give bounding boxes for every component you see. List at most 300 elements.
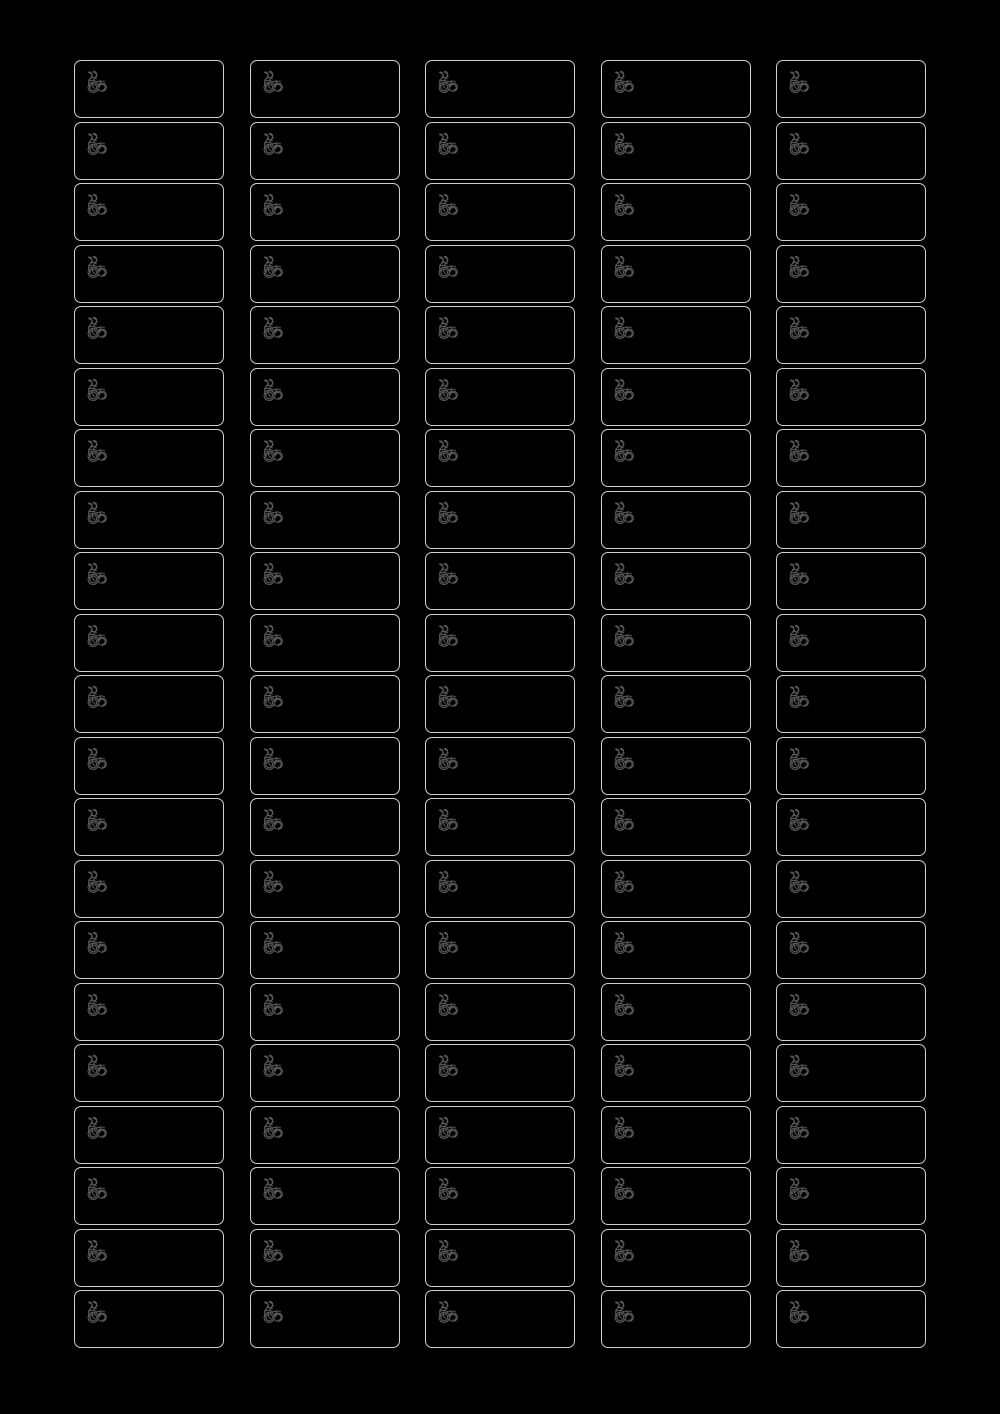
label-cell[interactable] <box>250 122 400 180</box>
label-cell[interactable] <box>776 429 926 487</box>
label-cell[interactable] <box>74 183 224 241</box>
label-text[interactable] <box>468 807 568 849</box>
ornate-monogram-logo-icon <box>785 1052 815 1082</box>
ornate-monogram-logo-icon <box>434 1175 464 1205</box>
label-cell[interactable] <box>776 552 926 610</box>
label-text[interactable] <box>293 131 393 173</box>
label-text[interactable] <box>293 869 393 911</box>
label-text[interactable] <box>117 684 217 726</box>
label-cell[interactable] <box>601 737 751 795</box>
label-text[interactable] <box>117 623 217 665</box>
label-text[interactable] <box>468 869 568 911</box>
label-text[interactable] <box>819 438 919 480</box>
label-text[interactable] <box>468 992 568 1034</box>
ornate-monogram-logo-icon <box>610 1237 640 1267</box>
ornate-monogram-logo-icon <box>83 314 113 344</box>
label-text[interactable] <box>819 561 919 603</box>
label-text[interactable] <box>468 438 568 480</box>
ornate-monogram-logo-icon <box>610 991 640 1021</box>
ornate-monogram-logo-icon <box>434 1298 464 1328</box>
label-cell[interactable] <box>74 860 224 918</box>
label-text[interactable] <box>117 930 217 972</box>
ornate-monogram-logo-icon <box>259 991 289 1021</box>
label-cell[interactable] <box>74 1290 224 1348</box>
label-text[interactable] <box>819 192 919 234</box>
ornate-monogram-logo-icon <box>83 191 113 221</box>
label-text[interactable] <box>819 869 919 911</box>
label-text[interactable] <box>117 1176 217 1218</box>
ornate-monogram-logo-icon <box>610 929 640 959</box>
label-cell[interactable] <box>776 614 926 672</box>
label-text[interactable] <box>819 623 919 665</box>
label-cell[interactable] <box>250 183 400 241</box>
label-text[interactable] <box>644 500 744 542</box>
label-text[interactable] <box>468 1176 568 1218</box>
label-cell[interactable] <box>601 60 751 118</box>
label-cell[interactable] <box>601 1290 751 1348</box>
label-text[interactable] <box>819 1115 919 1157</box>
label-text[interactable] <box>293 1238 393 1280</box>
ornate-monogram-logo-icon <box>259 499 289 529</box>
label-cell[interactable] <box>601 245 751 303</box>
label-text[interactable] <box>468 1238 568 1280</box>
label-text[interactable] <box>468 315 568 357</box>
label-cell[interactable] <box>74 1167 224 1225</box>
label-cell[interactable] <box>601 860 751 918</box>
label-text[interactable] <box>644 1299 744 1341</box>
label-cell[interactable] <box>74 983 224 1041</box>
ornate-monogram-logo-icon <box>259 130 289 160</box>
label-text[interactable] <box>468 1299 568 1341</box>
ornate-monogram-logo-icon <box>610 130 640 160</box>
label-cell[interactable] <box>250 1044 400 1102</box>
label-cell[interactable] <box>776 1229 926 1287</box>
label-cell[interactable] <box>601 1044 751 1102</box>
label-cell[interactable] <box>776 675 926 733</box>
label-cell[interactable] <box>250 737 400 795</box>
label-cell[interactable] <box>776 737 926 795</box>
ornate-monogram-logo-icon <box>83 253 113 283</box>
ornate-monogram-logo-icon <box>83 1114 113 1144</box>
label-text[interactable] <box>293 500 393 542</box>
label-cell[interactable] <box>601 306 751 364</box>
label-text[interactable] <box>468 623 568 665</box>
ornate-monogram-logo-icon <box>83 130 113 160</box>
label-text[interactable] <box>819 1238 919 1280</box>
label-cell[interactable] <box>250 552 400 610</box>
label-cell[interactable] <box>776 368 926 426</box>
label-text[interactable] <box>468 1053 568 1095</box>
label-cell[interactable] <box>425 306 575 364</box>
ornate-monogram-logo-icon <box>259 868 289 898</box>
label-cell[interactable] <box>425 921 575 979</box>
label-cell[interactable] <box>425 368 575 426</box>
label-text[interactable] <box>468 131 568 173</box>
label-text[interactable] <box>117 500 217 542</box>
label-cell[interactable] <box>74 675 224 733</box>
ornate-monogram-logo-icon <box>785 806 815 836</box>
label-text[interactable] <box>117 192 217 234</box>
label-cell[interactable] <box>776 183 926 241</box>
ornate-monogram-logo-icon <box>259 683 289 713</box>
label-text[interactable] <box>644 1115 744 1157</box>
label-cell[interactable] <box>601 614 751 672</box>
label-text[interactable] <box>117 807 217 849</box>
label-cell[interactable] <box>776 798 926 856</box>
label-text[interactable] <box>644 684 744 726</box>
label-cell[interactable] <box>601 1106 751 1164</box>
label-text[interactable] <box>117 1238 217 1280</box>
label-cell[interactable] <box>250 306 400 364</box>
label-cell[interactable] <box>250 983 400 1041</box>
label-cell[interactable] <box>601 183 751 241</box>
label-cell[interactable] <box>776 60 926 118</box>
ornate-monogram-logo-icon <box>785 314 815 344</box>
label-cell[interactable] <box>425 1167 575 1225</box>
label-cell[interactable] <box>776 921 926 979</box>
label-text[interactable] <box>468 930 568 972</box>
label-cell[interactable] <box>425 552 575 610</box>
ornate-monogram-logo-icon <box>610 1114 640 1144</box>
label-cell[interactable] <box>601 552 751 610</box>
ornate-monogram-logo-icon <box>259 929 289 959</box>
label-text[interactable] <box>819 315 919 357</box>
ornate-monogram-logo-icon <box>434 191 464 221</box>
label-cell[interactable] <box>601 921 751 979</box>
label-cell[interactable] <box>74 1044 224 1102</box>
ornate-monogram-logo-icon <box>434 314 464 344</box>
ornate-monogram-logo-icon <box>83 929 113 959</box>
label-cell[interactable] <box>74 245 224 303</box>
ornate-monogram-logo-icon <box>83 1052 113 1082</box>
label-text[interactable] <box>468 746 568 788</box>
label-cell[interactable] <box>425 491 575 549</box>
ornate-monogram-logo-icon <box>83 806 113 836</box>
label-text[interactable] <box>644 315 744 357</box>
label-cell[interactable] <box>425 860 575 918</box>
ornate-monogram-logo-icon <box>785 991 815 1021</box>
ornate-monogram-logo-icon <box>83 683 113 713</box>
ornate-monogram-logo-icon <box>434 499 464 529</box>
label-text[interactable] <box>644 192 744 234</box>
label-text[interactable] <box>644 807 744 849</box>
label-cell[interactable] <box>74 429 224 487</box>
ornate-monogram-logo-icon <box>259 560 289 590</box>
ornate-monogram-logo-icon <box>610 1298 640 1328</box>
ornate-monogram-logo-icon <box>785 1114 815 1144</box>
label-cell[interactable] <box>74 798 224 856</box>
label-cell[interactable] <box>776 1290 926 1348</box>
ornate-monogram-logo-icon <box>610 622 640 652</box>
label-text[interactable] <box>293 192 393 234</box>
label-text[interactable] <box>293 561 393 603</box>
ornate-monogram-logo-icon <box>434 1114 464 1144</box>
label-text[interactable] <box>117 1053 217 1095</box>
ornate-monogram-logo-icon <box>610 253 640 283</box>
ornate-monogram-logo-icon <box>785 1298 815 1328</box>
label-cell[interactable] <box>250 60 400 118</box>
label-cell[interactable] <box>425 60 575 118</box>
label-cell[interactable] <box>425 1290 575 1348</box>
label-cell[interactable] <box>425 983 575 1041</box>
label-text[interactable] <box>819 1299 919 1341</box>
ornate-monogram-logo-icon <box>610 683 640 713</box>
ornate-monogram-logo-icon <box>785 1175 815 1205</box>
label-cell[interactable] <box>425 429 575 487</box>
label-cell[interactable] <box>425 122 575 180</box>
label-cell[interactable] <box>776 122 926 180</box>
label-text[interactable] <box>293 1053 393 1095</box>
label-text[interactable] <box>819 377 919 419</box>
label-cell[interactable] <box>74 921 224 979</box>
ornate-monogram-logo-icon <box>785 1237 815 1267</box>
label-text[interactable] <box>644 1238 744 1280</box>
label-cell[interactable] <box>776 491 926 549</box>
label-cell[interactable] <box>250 1229 400 1287</box>
label-text[interactable] <box>117 1299 217 1341</box>
ornate-monogram-logo-icon <box>259 191 289 221</box>
label-text[interactable] <box>819 807 919 849</box>
label-cell[interactable] <box>74 60 224 118</box>
label-cell[interactable] <box>601 1229 751 1287</box>
ornate-monogram-logo-icon <box>434 560 464 590</box>
label-text[interactable] <box>468 254 568 296</box>
ornate-monogram-logo-icon <box>785 68 815 98</box>
ornate-monogram-logo-icon <box>434 437 464 467</box>
label-text[interactable] <box>468 500 568 542</box>
label-text[interactable] <box>117 131 217 173</box>
ornate-monogram-logo-icon <box>785 130 815 160</box>
label-text[interactable] <box>293 1115 393 1157</box>
ornate-monogram-logo-icon <box>434 868 464 898</box>
label-text[interactable] <box>644 992 744 1034</box>
ornate-monogram-logo-icon <box>610 806 640 836</box>
label-cell[interactable] <box>74 368 224 426</box>
label-text[interactable] <box>117 992 217 1034</box>
ornate-monogram-logo-icon <box>785 622 815 652</box>
label-cell[interactable] <box>74 1229 224 1287</box>
label-cell[interactable] <box>776 306 926 364</box>
label-text[interactable] <box>644 131 744 173</box>
ornate-monogram-logo-icon <box>785 560 815 590</box>
label-text[interactable] <box>293 254 393 296</box>
label-cell[interactable] <box>425 737 575 795</box>
label-text[interactable] <box>293 746 393 788</box>
label-cell[interactable] <box>250 860 400 918</box>
label-cell[interactable] <box>250 368 400 426</box>
ornate-monogram-logo-icon <box>610 745 640 775</box>
label-cell[interactable] <box>425 245 575 303</box>
label-cell[interactable] <box>250 1106 400 1164</box>
label-text[interactable] <box>117 869 217 911</box>
label-cell[interactable] <box>74 491 224 549</box>
label-cell[interactable] <box>601 983 751 1041</box>
label-text[interactable] <box>468 684 568 726</box>
label-text[interactable] <box>644 746 744 788</box>
label-cell[interactable] <box>250 614 400 672</box>
label-text[interactable] <box>117 315 217 357</box>
label-cell[interactable] <box>250 1167 400 1225</box>
label-text[interactable] <box>644 869 744 911</box>
ornate-monogram-logo-icon <box>610 191 640 221</box>
ornate-monogram-logo-icon <box>785 499 815 529</box>
ornate-monogram-logo-icon <box>785 929 815 959</box>
ornate-monogram-logo-icon <box>259 314 289 344</box>
ornate-monogram-logo-icon <box>434 376 464 406</box>
label-text[interactable] <box>819 69 919 111</box>
label-text[interactable] <box>293 992 393 1034</box>
ornate-monogram-logo-icon <box>610 560 640 590</box>
label-cell[interactable] <box>425 614 575 672</box>
label-text[interactable] <box>819 746 919 788</box>
ornate-monogram-logo-icon <box>83 1298 113 1328</box>
label-text[interactable] <box>819 930 919 972</box>
label-text[interactable] <box>468 377 568 419</box>
label-text[interactable] <box>117 254 217 296</box>
label-cell[interactable] <box>425 1229 575 1287</box>
label-text[interactable] <box>293 1176 393 1218</box>
ornate-monogram-logo-icon <box>434 1237 464 1267</box>
label-text[interactable] <box>819 131 919 173</box>
ornate-monogram-logo-icon <box>259 745 289 775</box>
label-cell[interactable] <box>776 1044 926 1102</box>
ornate-monogram-logo-icon <box>434 253 464 283</box>
label-cell[interactable] <box>74 306 224 364</box>
ornate-monogram-logo-icon <box>259 437 289 467</box>
label-text[interactable] <box>468 69 568 111</box>
ornate-monogram-logo-icon <box>434 991 464 1021</box>
label-text[interactable] <box>644 438 744 480</box>
label-cell[interactable] <box>74 1106 224 1164</box>
ornate-monogram-logo-icon <box>259 253 289 283</box>
ornate-monogram-logo-icon <box>83 68 113 98</box>
label-cell[interactable] <box>776 1106 926 1164</box>
ornate-monogram-logo-icon <box>259 622 289 652</box>
ornate-monogram-logo-icon <box>434 745 464 775</box>
label-text[interactable] <box>819 1053 919 1095</box>
label-text[interactable] <box>117 1115 217 1157</box>
ornate-monogram-logo-icon <box>434 929 464 959</box>
label-text[interactable] <box>819 500 919 542</box>
ornate-monogram-logo-icon <box>434 806 464 836</box>
ornate-monogram-logo-icon <box>785 253 815 283</box>
label-text[interactable] <box>117 746 217 788</box>
ornate-monogram-logo-icon <box>434 130 464 160</box>
ornate-monogram-logo-icon <box>83 1237 113 1267</box>
label-text[interactable] <box>644 1176 744 1218</box>
ornate-monogram-logo-icon <box>785 683 815 713</box>
label-cell[interactable] <box>74 614 224 672</box>
label-cell[interactable] <box>425 798 575 856</box>
ornate-monogram-logo-icon <box>259 806 289 836</box>
label-cell[interactable] <box>601 675 751 733</box>
label-cell[interactable] <box>425 1044 575 1102</box>
label-cell[interactable] <box>250 921 400 979</box>
ornate-monogram-logo-icon <box>610 868 640 898</box>
label-cell[interactable] <box>601 491 751 549</box>
label-cell[interactable] <box>425 1106 575 1164</box>
ornate-monogram-logo-icon <box>434 1052 464 1082</box>
label-cell[interactable] <box>776 1167 926 1225</box>
ornate-monogram-logo-icon <box>434 68 464 98</box>
label-cell[interactable] <box>601 798 751 856</box>
label-text[interactable] <box>819 254 919 296</box>
label-cell[interactable] <box>425 183 575 241</box>
label-text[interactable] <box>293 623 393 665</box>
label-text[interactable] <box>819 684 919 726</box>
label-cell[interactable] <box>250 245 400 303</box>
ornate-monogram-logo-icon <box>259 68 289 98</box>
label-text[interactable] <box>468 192 568 234</box>
ornate-monogram-logo-icon <box>785 745 815 775</box>
label-text[interactable] <box>293 438 393 480</box>
label-text[interactable] <box>644 254 744 296</box>
label-text[interactable] <box>644 561 744 603</box>
label-cell[interactable] <box>601 368 751 426</box>
label-cell[interactable] <box>776 860 926 918</box>
label-text[interactable] <box>117 69 217 111</box>
label-text[interactable] <box>293 315 393 357</box>
ornate-monogram-logo-icon <box>259 376 289 406</box>
label-cell[interactable] <box>601 1167 751 1225</box>
label-text[interactable] <box>117 438 217 480</box>
label-text[interactable] <box>644 377 744 419</box>
label-text[interactable] <box>293 377 393 419</box>
label-text[interactable] <box>468 561 568 603</box>
label-cell[interactable] <box>250 491 400 549</box>
label-text[interactable] <box>117 377 217 419</box>
label-text[interactable] <box>644 69 744 111</box>
label-cell[interactable] <box>250 429 400 487</box>
label-text[interactable] <box>293 1299 393 1341</box>
label-text[interactable] <box>117 561 217 603</box>
label-cell[interactable] <box>250 798 400 856</box>
label-cell[interactable] <box>74 552 224 610</box>
ornate-monogram-logo-icon <box>434 622 464 652</box>
ornate-monogram-logo-icon <box>785 868 815 898</box>
ornate-monogram-logo-icon <box>83 745 113 775</box>
label-text[interactable] <box>293 69 393 111</box>
label-cell[interactable] <box>250 1290 400 1348</box>
label-cell[interactable] <box>74 122 224 180</box>
label-cell[interactable] <box>776 245 926 303</box>
label-text[interactable] <box>644 623 744 665</box>
label-text[interactable] <box>293 930 393 972</box>
ornate-monogram-logo-icon <box>83 499 113 529</box>
label-cell[interactable] <box>601 429 751 487</box>
label-cell[interactable] <box>250 675 400 733</box>
label-cell[interactable] <box>601 122 751 180</box>
label-cell[interactable] <box>776 983 926 1041</box>
ornate-monogram-logo-icon <box>259 1298 289 1328</box>
label-text[interactable] <box>644 930 744 972</box>
label-text[interactable] <box>293 684 393 726</box>
ornate-monogram-logo-icon <box>785 191 815 221</box>
ornate-monogram-logo-icon <box>259 1114 289 1144</box>
ornate-monogram-logo-icon <box>610 437 640 467</box>
ornate-monogram-logo-icon <box>83 560 113 590</box>
ornate-monogram-logo-icon <box>610 499 640 529</box>
ornate-monogram-logo-icon <box>83 437 113 467</box>
label-cell[interactable] <box>74 737 224 795</box>
ornate-monogram-logo-icon <box>83 1175 113 1205</box>
label-text[interactable] <box>293 807 393 849</box>
label-text[interactable] <box>468 1115 568 1157</box>
label-text[interactable] <box>819 1176 919 1218</box>
label-text[interactable] <box>644 1053 744 1095</box>
label-cell[interactable] <box>425 675 575 733</box>
label-text[interactable] <box>819 992 919 1034</box>
